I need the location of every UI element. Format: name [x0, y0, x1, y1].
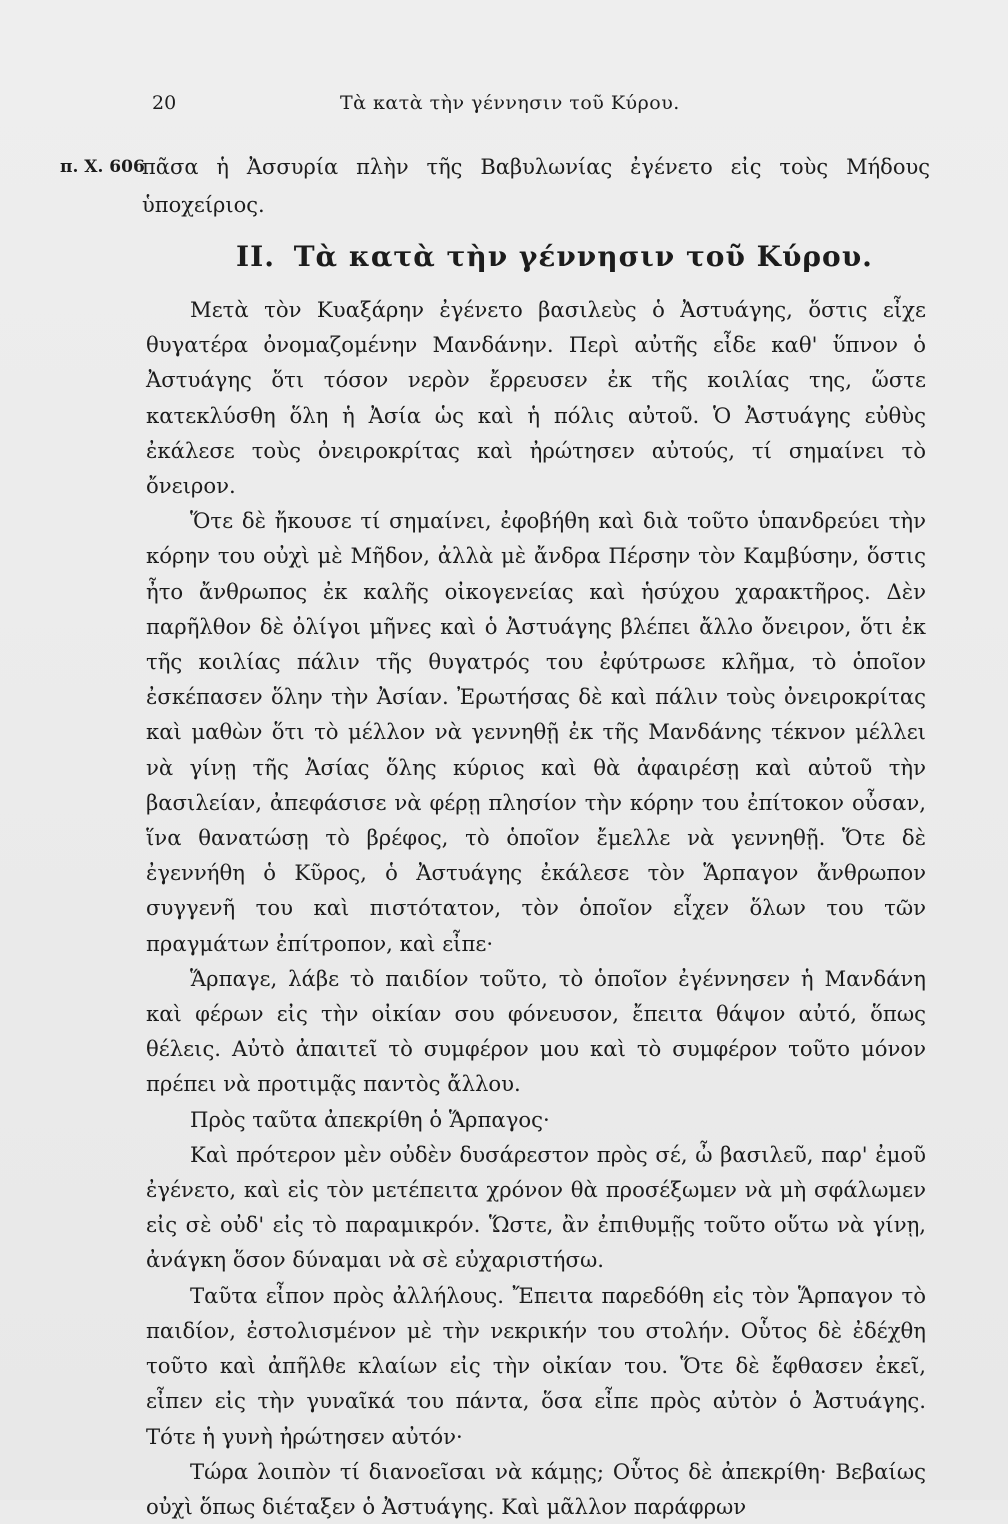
marginal-date-reference: π. Χ. 606: [60, 157, 145, 177]
running-title: Τὰ κατὰ τὴν γέννησιν τοῦ Κύρου.: [340, 92, 680, 114]
paragraph: Πρὸς ταῦτα ἀπεκρίθη ὁ Ἅρπαγος·: [190, 1106, 550, 1132]
chapter-number: ΙΙ.: [236, 240, 275, 273]
chapter-title: Τὰ κατὰ τὴν γέννησιν τοῦ Κύρου.: [293, 240, 873, 273]
chapter-heading: [236, 240, 888, 273]
body-text: [146, 292, 926, 1524]
paragraph: Ὅτε δὲ ἤκουσε τί σημαίνει, ἐφοβήθη καὶ διὰ τοῦτο ὑπανδρεύει τὴν κόρην του οὐχὶ μὲ Μῆδον, ἀλλὰ μὲ ἄνδρα Πέρσην τὸν Καμβύσην, ὅστις ἦτο ἄνθρωπος ἐκ καλῆς οἰκογενείας καὶ ἡσύχου χαρακτῆρος. Δὲν παρῆλθον δὲ ὀλίγοι μῆνες καὶ ὁ Ἀστυάγης βλέπει ἄλλο ὄνειρον, ὅτι ἐκ τῆς κοιλίας πάλιν τῆς θυγατρός του ἐφύτρωσε κλῆμα, τὸ ὁποῖον ἐσκέπασεν ὅλην τὴν Ἀσίαν. Ἐρωτήσας δὲ καὶ πάλιν τοὺς ὀνειροκρίτας καὶ μαθὼν ὅτι τὸ μέλλον νὰ γεννηθῇ ἐκ τῆς Μανδάνης τέκνον μέλλει νὰ γίνῃ τῆς Ἀσίας ὅλης κύριος καὶ θὰ ἀφαιρέσῃ καὶ αὐτοῦ τὴν βασιλείαν, ἀπεφάσισε νὰ φέρῃ πλησίον τὴν κόρην του ἐπίτοκον οὖσαν, ἵνα θανατώσῃ τὸ βρέφος, τὸ ὁποῖον ἔμελλε νὰ γεννηθῇ. Ὅτε δὲ ἐγεννήθη ὁ Κῦρος, ὁ Ἀστυάγης ἐκάλεσε τὸν Ἅρπαγον ἄνθρωπον συγγενῆ του καὶ πιστότατον, τὸν ὁποῖον εἶχεν ὅλων του τῶν πραγμάτων ἐπίτροπον, καὶ εἶπε·: [146, 508, 926, 956]
paragraph: Τώρα λοιπὸν τί διανοεῖσαι νὰ κάμῃς; Οὗτος δὲ ἀπεκρίθη· Βεβαίως οὐχὶ ὅπως διέταξεν ὁ Ἀστυάγης. Καὶ μᾶλλον παράφρων: [146, 1458, 926, 1519]
paragraph: Ἅρπαγε, λάβε τὸ παιδίον τοῦτο, τὸ ὁποῖον ἐγέννησεν ἡ Μανδάνη καὶ φέρων εἰς τὴν οἰκίαν σου φόνευσον, ἔπειτα θάψον αὐτό, ὅπως θέλεις. Αὐτὸ ἀπαιτεῖ τὸ συμφέρον μου καὶ τὸ συμφέρον τοῦτο μόνον πρέπει νὰ προτιμᾷς παντὸς ἄλλου.: [146, 965, 926, 1097]
paragraph: Ταῦτα εἶπον πρὸς ἀλλήλους. Ἔπειτα παρεδόθη εἰς τὸν Ἅρπαγον τὸ παιδίον, ἐστολισμένον μὲ τὴν νεκρικήν του στολήν. Οὗτος δὲ ἐδέχθη τοῦτο καὶ ἀπῆλθε κλαίων εἰς τὴν οἰκίαν του. Ὅτε δὲ ἔφθασεν ἐκεῖ, εἶπεν εἰς τὴν γυναῖκά του πάντα, ὅσα εἶπε πρὸς αὐτὸν ὁ Ἀστυάγης. Τότε ἡ γυνὴ ἠρώτησεν αὐτόν·: [146, 1282, 926, 1449]
intro-block: [60, 148, 930, 224]
page-header: [152, 92, 918, 122]
paragraph: Μετὰ τὸν Κυαξάρην ἐγένετο βασιλεὺς ὁ Ἀστυάγης, ὅστις εἶχε θυγατέρα ὀνομαζομένην Μανδάνην. Περὶ αὐτῆς εἶδε καθ' ὕπνον ὁ Ἀστυάγης ὅτι τόσον νερὸν ἔρρευσεν ἐκ τῆς κοιλίας της, ὥστε κατεκλύσθη ὅλη ἡ Ἀσία ὡς καὶ ἡ πόλις αὐτοῦ. Ὁ Ἀστυάγης εὐθὺς ἐκάλεσε τοὺς ὀνειροκρίτας καὶ ἠρώτησεν αὐτούς, τί σημαίνει τὸ ὄνειρον.: [146, 297, 926, 499]
paragraph: Καὶ πρότερον μὲν οὐδὲν δυσάρεστον πρὸς σέ, ὦ βασιλεῦ, παρ' ἐμοῦ ἐγένετο, καὶ εἰς τὸν μετέπειτα χρόνον θὰ προσέξωμεν νὰ μὴ σφάλωμεν εἰς σὲ οὐδ' εἰς τὸ παραμικρόν. Ὥστε, ἂν ἐπιθυμῇς τοῦτο οὕτω νὰ γίνῃ, ἀνάγκη ὅσον δύναμαι νὰ σὲ εὐχαριστήσω.: [146, 1141, 926, 1273]
intro-text: πᾶσα ἡ Ἀσσυρία πλὴν τῆς Βαβυλωνίας ἐγένετο εἰς τοὺς Μήδους ὑποχείριος.: [142, 155, 930, 217]
page-number: 20: [152, 92, 177, 114]
